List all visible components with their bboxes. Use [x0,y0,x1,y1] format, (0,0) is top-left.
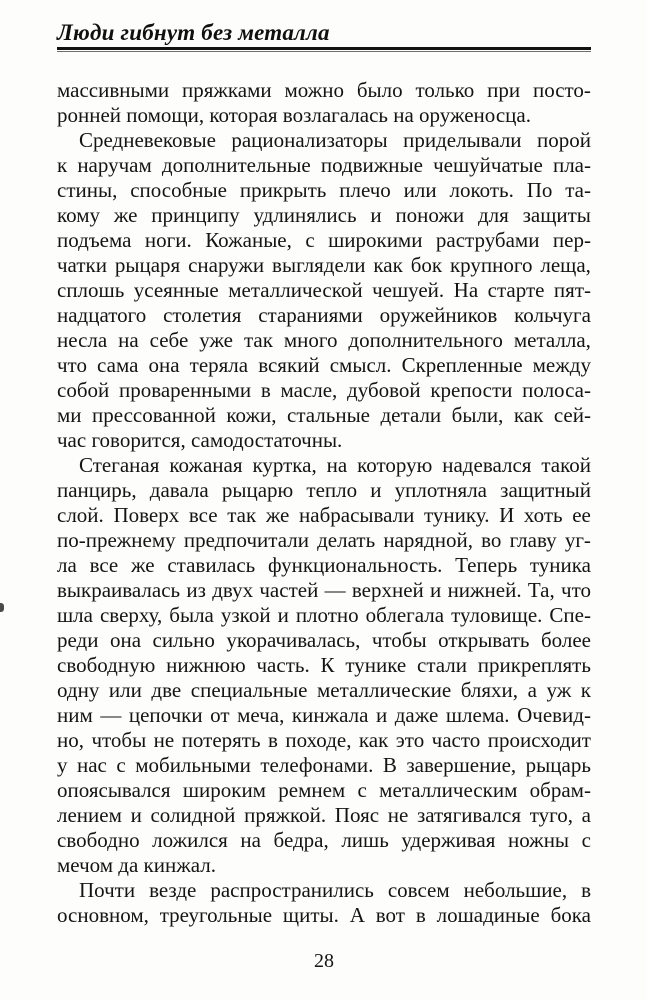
text-line: ним — цепочки от меча, кинжала и даже шлема. Очевид- [57,703,591,727]
text-line: слой. Поверх все так же набрасывали тунику. И хоть ее [57,503,591,527]
text-line: Средневековые рационализаторы приделывали порой [79,128,591,152]
paragraph [57,453,591,878]
paragraph [57,128,591,453]
header-rule [57,47,591,52]
text-line: лением и солидной пряжкой. Пояс не затягивался туго, а [57,803,591,827]
paragraph [57,78,591,128]
text-line: опоясывался широким ремнем с металлическим обрам- [57,778,591,802]
text-line: час говорится, самодостаточны. [57,428,343,452]
text-line: шла сверху, была узкой и плотно облегала туловище. Спе- [57,603,591,627]
text-line: что сама она теряла всякий смысл. Скрепленные между [57,353,591,377]
text-line: одну или две специальные металлические бляхи, а уж к [57,678,591,702]
text-line: панцирь, давала рыцарю тепло и уплотняла защитный [57,478,591,502]
text-line: но, чтобы не потерять в походе, как это часто происходит [57,728,591,752]
text-line: чатки рыцаря снаружи выглядели как бок крупного леща, [57,253,591,277]
text-line: ронней помощи, которая возлагалась на оруженосца. [57,103,531,127]
header-rule-thick-line [57,47,591,50]
text-line: несла на себе уже так много дополнительного металла, [57,328,591,352]
text-line: выкраивалась из двух частей — верхней и нижней. Та, что [57,578,591,602]
paragraph [57,878,591,928]
text-line: Стеганая кожаная куртка, на которую надевался такой [79,453,591,477]
text-line: у нас с мобильными телефонами. В завершение, рыцарь [57,753,591,777]
running-header-title: Люди гибнут без металла [57,20,330,45]
page-number: 28 [314,950,334,972]
text-line: стины, способные прикрыть плечо или локоть. По та- [57,178,591,202]
text-line: реди она сильно укорачивалась, чтобы открывать более [57,628,591,652]
text-line: свободно ложился на бедра, лишь удерживая ножны с [57,828,591,852]
text-line: массивными пряжками можно было только при посто- [57,78,591,102]
text-line: сплошь усеянные металлической чешуей. На старте пят- [57,278,591,302]
text-line: к наручам дополнительные подвижные чешуйчатые пла- [57,153,591,177]
text-line: собой проваренными в масле, дубовой крепости полоса- [57,378,591,402]
text-line: Почти везде распространились совсем небольшие, в [79,878,591,902]
header-rule-thin-line [57,51,591,52]
page-body-text [57,78,591,928]
text-line: свободную нижнюю часть. К тунике стали прикреплять [57,653,591,677]
text-line: мечом да кинжал. [57,853,216,877]
text-line: ми прессованной кожи, стальные детали были, как сей- [57,403,591,427]
text-line: надцатого столетия стараниями оружейников кольчуга [57,303,591,327]
text-line: ла все же ставилась функциональность. Теперь туника [57,553,591,577]
text-line: подъема ноги. Кожаные, с широкими раструбами пер- [57,228,591,252]
text-line: кому же принципу удлинялись и поножи для защиты [57,203,591,227]
running-header [57,0,591,52]
text-line: по-прежнему предпочитали делать нарядной, во главу уг- [57,528,591,552]
text-line: основном, треугольные щиты. А вот в лошадиные бока [57,903,591,927]
